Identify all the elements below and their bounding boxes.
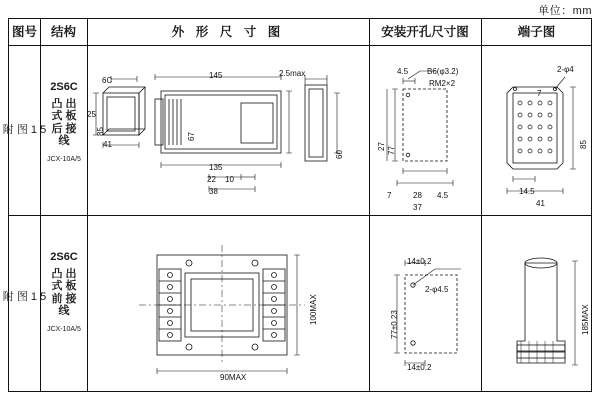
row-2-structure [45, 251, 83, 336]
vline-3 [369, 19, 370, 391]
row-1-mount-b6: B6(φ3.2) [427, 67, 459, 76]
row-1-model: 2S6C [50, 81, 78, 93]
row-2-terminal-drawing [495, 245, 591, 389]
row-1-desc: 凸 出 式 板 后 接 线 [51, 97, 77, 147]
row-2-mount-holes: 2-φ4.5 [425, 285, 449, 294]
row-1-term-85: 85 [579, 140, 588, 149]
row-1-dim-85: 85 [96, 127, 105, 136]
row-2-model: 2S6C [50, 251, 78, 263]
row-1-dim-41: 41 [103, 140, 112, 149]
row-1-dim-145: 145 [209, 71, 223, 80]
row-1-term-41: 41 [536, 199, 545, 208]
row-1-dim-60: 60 [335, 150, 344, 159]
vline-2 [87, 19, 88, 391]
header-mounting: 安装开孔尺寸图 [381, 25, 469, 39]
hline-rowsplit [9, 215, 591, 216]
row-2-desc: 凸 出 式 板 前 接 线 [51, 267, 77, 317]
row-1-mount-rm2: RM2×2 [429, 79, 456, 88]
row-2-mount-bottom: 14±0.2 [407, 363, 432, 372]
row-1-mount-45: 4.5 [397, 67, 409, 76]
row-1-structure [45, 81, 83, 166]
row-2-dim-100max: 100MAX [309, 294, 318, 325]
row-1-outline-drawing [91, 53, 367, 211]
row-2-mount-top: 14±0.2 [407, 257, 432, 266]
header-outline: 外 形 尺 寸 图 [171, 25, 285, 39]
row-1-mount-7: 7 [387, 191, 392, 200]
row-1-dim-22: 22 [207, 175, 216, 184]
row-1-dim-10: 10 [225, 175, 234, 184]
row-1-dim-67: 67 [187, 132, 196, 141]
header-terminal: 端子图 [517, 25, 556, 39]
row-2-fig-label: 附 图 1 5 [2, 291, 47, 303]
row-1-fig-label: 附 图 1 5 [2, 124, 47, 136]
row-1-dim-38: 38 [209, 187, 218, 196]
row-2-term-185max: 185MAX [581, 304, 590, 335]
row-1-dim-25max: 2.5max [279, 69, 306, 78]
header-structure: 结构 [50, 25, 76, 39]
row-1-term-145: 14.5 [519, 187, 535, 196]
row-1-terminal-drawing [495, 59, 587, 199]
row-2-dim-90max: 90MAX [220, 373, 247, 382]
row-2-code: JCX-10A/5 [47, 325, 81, 333]
row-1-mount-27: 27 [377, 142, 386, 151]
row-1-dim-135: 135 [209, 163, 223, 172]
row-1-term-2phi4: 2-φ4 [557, 65, 574, 74]
row-1-mount-45b: 4.5 [437, 191, 449, 200]
row-1-mount-28: 28 [413, 191, 422, 200]
unit-note: 单位：mm [538, 5, 592, 17]
row-1-mounting-drawing [375, 59, 475, 199]
hline-header [9, 45, 591, 46]
vline-4 [481, 19, 482, 391]
row-2-mount-77: 77±0.23 [390, 310, 399, 339]
header-fig-no: 图号 [11, 25, 37, 39]
row-1-dim-25: 25 [87, 110, 96, 119]
vline-1 [40, 19, 41, 391]
drawing-table [2, 18, 592, 392]
row-1-term-pin: 7 [537, 89, 542, 98]
row-1-dim-6c: 6C [102, 76, 113, 85]
row-1-code: JCX-10A/5 [47, 155, 81, 163]
row-1-mount-77: 77 [387, 146, 396, 155]
row-1-mount-37: 37 [413, 203, 422, 212]
